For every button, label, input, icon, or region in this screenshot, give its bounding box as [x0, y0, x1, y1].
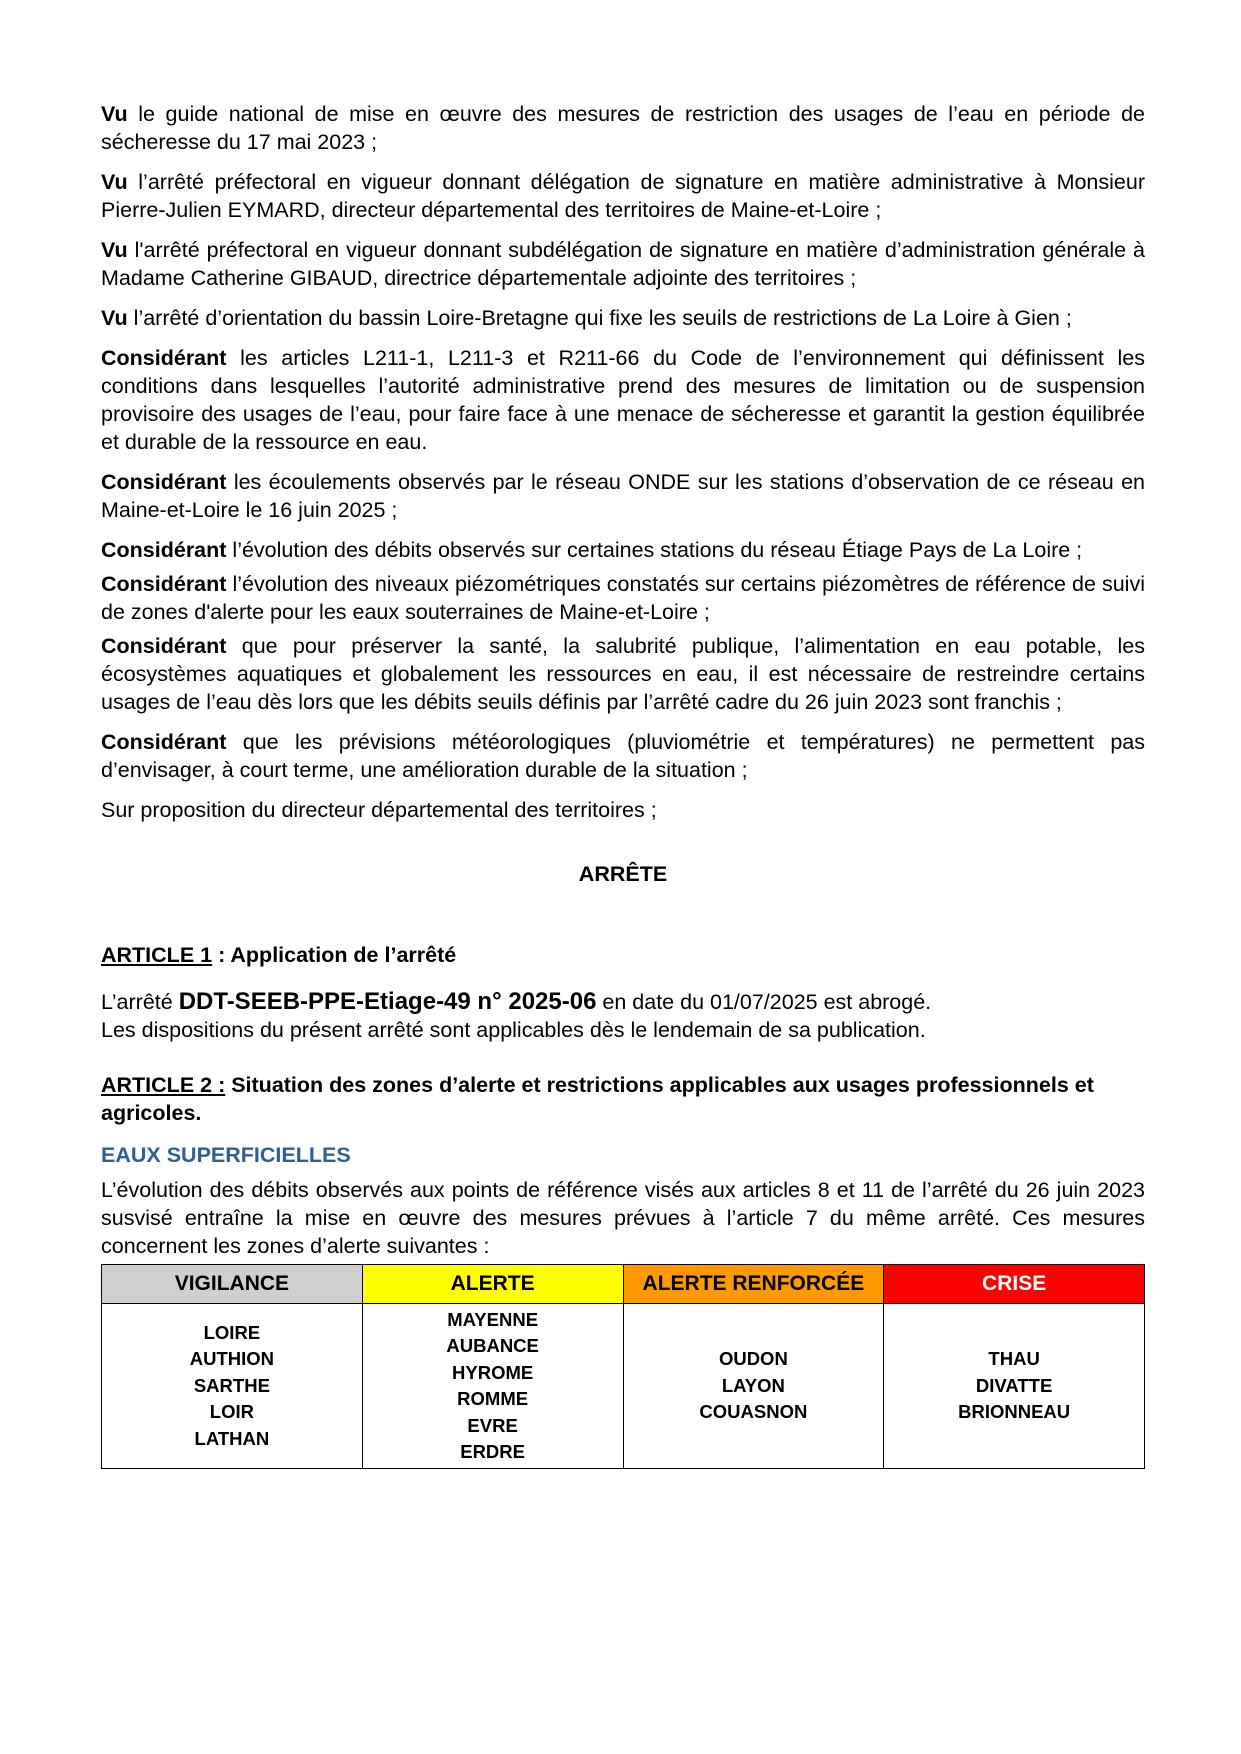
header-crise: CRISE: [884, 1265, 1145, 1304]
paragraph-lead: Considérant: [101, 346, 227, 370]
article-1-heading: : Application de l’arrêté: [212, 943, 457, 967]
preamble-paragraph: [101, 168, 1145, 224]
zone-name: ROMME: [457, 1388, 529, 1409]
paragraph-text: l’évolution des débits observés sur certaines stations du réseau Étiage Pays de La Loire ;: [226, 538, 1083, 562]
preamble-paragraph: [101, 468, 1145, 524]
zone-name: HYROME: [452, 1361, 534, 1383]
zone-name: LAYON: [721, 1374, 785, 1396]
vigilance-zones-cell: [102, 1304, 363, 1469]
renforcee-zone-list: [624, 1346, 884, 1426]
preamble-paragraph: [101, 570, 1145, 626]
zone-name: AUBANCE: [446, 1335, 539, 1356]
paragraph-text: l’arrêté préfectoral en vigueur donnant délégation de signature en matière administrative à Monsieur Pierre-Julien EYMARD, directeur départemental des territoires de Maine-et-Loire ;: [101, 170, 1145, 222]
zone-name: ERDRE: [460, 1441, 525, 1462]
article-1-suffix: en date du 01/07/2025 est abrogé.: [596, 990, 932, 1014]
paragraph-text: les écoulements observés par le réseau ONDE sur les stations d’observation de ce réseau en Maine-et-Loire le 16 juin 2025 ;: [101, 470, 1145, 522]
zone-name: AUTHION: [189, 1348, 275, 1370]
paragraph-text: l’arrêté d’orientation du bassin Loire-Bretagne qui fixe les seuils de restrictions de La Loire à Gien ;: [127, 306, 1072, 330]
zone-name: LATHAN: [194, 1427, 270, 1449]
paragraph-lead: Vu: [101, 170, 128, 194]
header-vigilance: VIGILANCE: [102, 1265, 363, 1304]
preamble: [101, 100, 1145, 824]
zone-name: BRIONNEAU: [958, 1401, 1071, 1423]
article-1-label: ARTICLE 1: [101, 943, 213, 967]
zone-name: COUASNON: [699, 1401, 808, 1423]
paragraph-text: l'arrêté préfectoral en vigueur donnant subdélégation de signature en matière d’administration générale à Madame Catherine GIBAUD, directrice départementale adjointe des territoires ;: [101, 238, 1145, 290]
preamble-paragraph: [101, 344, 1145, 456]
crise-zones-cell: [884, 1304, 1145, 1469]
article-1: [101, 941, 1145, 1044]
crise-zone-list: [884, 1346, 1144, 1426]
renforcee-zones-cell: [623, 1304, 884, 1469]
zone-name: LOIR: [209, 1401, 254, 1423]
alerte-zones-cell: [362, 1304, 623, 1469]
table-row: [102, 1304, 1145, 1469]
preamble-paragraph: [101, 728, 1145, 784]
paragraph-lead: Vu: [101, 102, 128, 126]
header-alerte-renforcee: ALERTE RENFORCÉE: [623, 1265, 884, 1304]
zone-name: THAU: [988, 1348, 1040, 1370]
paragraph-text: les articles L211-1, L211-3 et R211-66 du Code de l’environnement qui définissent les conditions dans lesquelles l’autorité administrative prend des mesures de limitation ou de suspension provisoire des usages de l’eau, pour faire face à une menace de sécheresse et garantit la gestion équilibrée et durable de la ressource en eau.: [101, 346, 1145, 454]
paragraph-text: que pour préserver la santé, la salubrité publique, l’alimentation en eau potable, les écosystèmes aquatiques et globalement les ressources en eau, il est nécessaire de restreindre certains usages de l’eau dès lors que les débits seuils définis par l’arrêté cadre du 26 juin 2023 sont franchis ;: [101, 634, 1145, 714]
proposition-paragraph: Sur proposition du directeur départemental des territoires ;: [101, 798, 657, 822]
paragraph-lead: Vu: [101, 238, 128, 262]
surface-water-title: EAUX SUPERFICIELLES: [101, 1143, 351, 1167]
article-2-heading: Situation des zones d’alerte et restrictions applicables aux usages professionnels et agricoles.: [101, 1073, 1094, 1125]
paragraph-lead: Considérant: [101, 572, 227, 596]
article-1-line-2: Les dispositions du présent arrêté sont applicables dès le lendemain de sa publication.: [101, 1018, 926, 1042]
article-2-label: ARTICLE 2 :: [101, 1073, 226, 1097]
preamble-paragraph: [101, 100, 1145, 156]
header-alerte: ALERTE: [362, 1265, 623, 1304]
paragraph-text: l’évolution des niveaux piézométriques constatés sur certains piézomètres de référence de suivi de zones d'alerte pour les eaux souterraines de Maine-et-Loire ;: [101, 572, 1145, 624]
paragraph-lead: Considérant: [101, 634, 227, 658]
zone-name: DIVATTE: [975, 1374, 1053, 1396]
article-2-title: [101, 1071, 1145, 1127]
preamble-paragraph: [101, 236, 1145, 292]
article-2: [101, 1071, 1145, 1469]
alerte-zone-list: [363, 1307, 623, 1466]
zone-name: OUDON: [718, 1348, 788, 1370]
vigilance-zone-list: [102, 1320, 362, 1453]
article-1-line-1: [101, 988, 1145, 1016]
paragraph-text: que les prévisions météorologiques (pluviométrie et températures) ne permettent pas d’envisager, à court terme, une amélioration durable de la situation ;: [101, 730, 1145, 782]
document-page: [101, 100, 1145, 1469]
paragraph-lead: Considérant: [101, 730, 227, 754]
zone-name: SARTHE: [193, 1374, 270, 1396]
zone-name: LOIRE: [203, 1321, 261, 1343]
preamble-paragraph: [101, 304, 1145, 332]
paragraph-lead: Considérant: [101, 470, 227, 494]
alert-zones-table: [101, 1264, 1145, 1469]
zone-name: MAYENNE: [447, 1308, 539, 1330]
paragraph-lead: Vu: [101, 306, 128, 330]
surface-water-intro: L’évolution des débits observés aux points de référence visés aux articles 8 et 11 de l’arrêté du 26 juin 2023 susvisé entraîne la mise en œuvre des mesures prévues à l’article 7 du même arrêté. Ces mesures concernent les zones d’alerte suivantes :: [101, 1178, 1145, 1258]
decree-heading: ARRÊTE: [578, 862, 668, 886]
abrogated-decree-reference: DDT-SEEB-PPE-Etiage-49 n° 2025-06: [178, 988, 597, 1015]
preamble-paragraph: [101, 632, 1145, 716]
paragraph-lead: Considérant: [101, 538, 227, 562]
article-1-title: [101, 941, 1145, 969]
paragraph-text: le guide national de mise en œuvre des mesures de restriction des usages de l’eau en période de sécheresse du 17 mai 2023 ;: [101, 102, 1145, 154]
preamble-paragraph: [101, 536, 1145, 564]
table-header-row: [102, 1265, 1145, 1304]
zone-name: EVRE: [467, 1414, 518, 1436]
article-1-prefix: L’arrêté: [101, 990, 179, 1014]
